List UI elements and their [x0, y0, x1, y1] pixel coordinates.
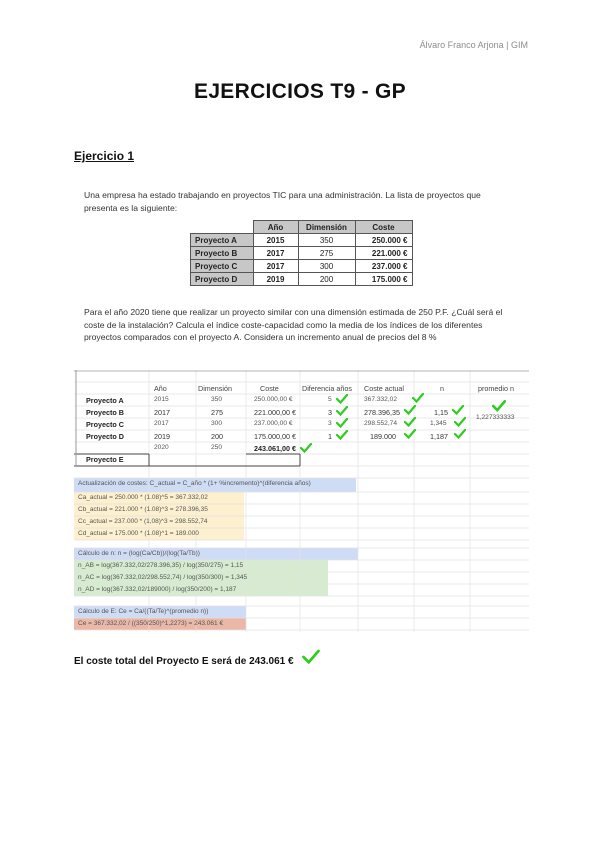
block1-line: Cb_actual = 221.000 * (1.08)^3 = 278.396,35	[78, 506, 208, 513]
sheet-header-promedio: promedio n	[478, 384, 514, 393]
conclusion-value: 243.061 €	[249, 656, 294, 667]
cell-dimension: 275	[298, 247, 355, 260]
sheet-cell: 5	[328, 396, 332, 403]
block1-line: Ca_actual = 250.000 * (1.08)^5 = 367.332,02	[78, 494, 208, 501]
spreadsheet-image	[74, 370, 529, 632]
sheet-cell: 2017	[154, 420, 169, 427]
sheet-cell: 250	[211, 444, 223, 451]
cell-cost: 237.000 €	[355, 260, 412, 273]
check-icon	[452, 405, 464, 415]
block2-title: Cálculo de n: n = (log(Ca/Cb))/(log(Ta/Tb))	[78, 550, 200, 557]
block2-line: n_AC = log(367.332,02/298.552,74) / log(350/300) = 1,345	[78, 574, 248, 581]
cell-cost: 175.000 €	[355, 273, 412, 286]
row-label: Proyecto D	[191, 273, 254, 286]
sheet-row-label: Proyecto A	[86, 396, 124, 405]
sheet-cell: 1	[328, 432, 332, 441]
sheet-cell: 2015	[154, 396, 169, 403]
check-icon	[302, 649, 320, 665]
sheet-cell: 3	[328, 408, 332, 417]
sheet-cell: 2017	[154, 408, 170, 417]
row-label: Proyecto B	[191, 247, 254, 260]
check-icon	[454, 417, 466, 427]
sheet-header-cost: Coste	[260, 384, 279, 393]
header-author: Álvaro Franco Arjona | GIM	[419, 40, 528, 50]
sheet-cell: 298.552,74	[364, 420, 398, 427]
block1-line: Cd_actual = 175.000 * (1.08)^1 = 189.000	[78, 530, 199, 537]
col-year: Año	[253, 221, 298, 234]
check-icon	[404, 405, 416, 415]
row-label: Proyecto C	[191, 260, 254, 273]
sheet-cell: 1,187	[430, 432, 448, 441]
block1-line: Cc_actual = 237.000 * (1,08)^3 = 298.552,74	[78, 518, 208, 525]
col-dimension: Dimensión	[298, 221, 355, 234]
cell-cost: 250.000 €	[355, 234, 412, 247]
sheet-cell: 1,345	[430, 420, 447, 427]
sheet-header-n: n	[440, 384, 444, 393]
sheet-row-e-cost: 243.061,00 €	[254, 444, 296, 453]
check-icon	[336, 394, 348, 404]
block3-line: Ce = 367.332,02 / ((350/250)^1,2273) = 243.061 €	[78, 620, 224, 627]
cell-year: 2019	[253, 273, 298, 286]
check-icon	[300, 443, 312, 453]
check-icon	[336, 430, 348, 440]
sheet-cell: 189.000	[370, 432, 396, 441]
sheet-cell: 221.000,00 €	[254, 408, 296, 417]
conclusion-text	[74, 656, 294, 667]
sheet-cell: 1,15	[434, 408, 448, 417]
sheet-row-label: Proyecto D	[86, 432, 124, 441]
cell-cost: 221.000 €	[355, 247, 412, 260]
table-row	[191, 273, 413, 286]
sheet-row-label: Proyecto B	[86, 408, 124, 417]
check-icon	[454, 429, 466, 439]
projects-table	[190, 220, 413, 286]
block2-line: n_AD = log(367.332,02/189000) / log(350/200) = 1,187	[78, 586, 237, 593]
check-icon	[404, 429, 416, 439]
sheet-promedio-value: 1,227333333	[476, 414, 515, 421]
sheet-row-label: Proyecto C	[86, 420, 124, 429]
sheet-cell: 175.000,00 €	[254, 432, 296, 441]
sheet-cell: 367.332,02	[364, 396, 398, 403]
question-paragraph: Para el año 2020 tiene que realizar un proyecto similar con una dimensión estimada de 250 P.F. ¿Cuál será el coste de la instalación? Calcula el índice coste-capacidad como la media de los índices de los diferentes proyectos comparados con el proyecto A. Considera un incremento anual de precios del 8 %	[84, 307, 503, 343]
check-icon	[492, 400, 506, 412]
sheet-cell: 350	[211, 396, 223, 403]
sheet-cell: 237.000,00 €	[254, 420, 293, 427]
intro-paragraph: Una empresa ha estado trabajando en proyectos TIC para una administración. La lista de proyectos que presenta es la siguiente:	[84, 190, 481, 213]
table-row	[191, 260, 413, 273]
sheet-header-dimension: Dimensión	[198, 384, 232, 393]
sheet-cell: 2020	[154, 444, 169, 451]
conclusion-label: El coste total del Proyecto E será de	[74, 656, 250, 667]
row-label: Proyecto A	[191, 234, 254, 247]
check-icon	[336, 418, 348, 428]
cell-dimension: 350	[298, 234, 355, 247]
section-heading: Ejercicio 1	[74, 149, 135, 163]
check-icon	[412, 393, 424, 403]
sheet-cell: 278.396,35	[364, 408, 400, 417]
sheet-cell: 2019	[154, 432, 170, 441]
block1-title: Actualización de costes: C_actual = C_año * (1+ %incremento)^(diferencia años)	[78, 480, 311, 487]
sheet-cell: 200	[211, 432, 223, 441]
document-title: EJERCICIOS T9 - GP	[194, 80, 406, 103]
cell-year: 2017	[253, 260, 298, 273]
sheet-cell: 300	[211, 420, 223, 427]
cell-year: 2017	[253, 247, 298, 260]
col-cost: Coste	[355, 221, 412, 234]
table-row	[191, 247, 413, 260]
sheet-cell: 3	[328, 420, 332, 427]
cell-dimension: 200	[298, 273, 355, 286]
sheet-cell: 275	[211, 408, 223, 417]
cell-dimension: 300	[298, 260, 355, 273]
check-icon	[336, 406, 348, 416]
cell-year: 2015	[253, 234, 298, 247]
block2-line: n_AB = log(367.332,02/278.396,35) / log(350/275) = 1,15	[78, 562, 244, 569]
block3-title: Cálculo de E: Ce = Ca/((Ta/Te)^(promedio n))	[78, 608, 209, 615]
check-icon	[404, 417, 416, 427]
sheet-row-e-label: Proyecto E	[86, 455, 124, 464]
sheet-cell: 250.000,00 €	[254, 396, 293, 403]
table-row	[191, 234, 413, 247]
sheet-header-actual: Coste actual	[364, 384, 404, 393]
sheet-header-diff: Diferencia años	[302, 384, 352, 393]
sheet-header-year: Año	[154, 384, 167, 393]
